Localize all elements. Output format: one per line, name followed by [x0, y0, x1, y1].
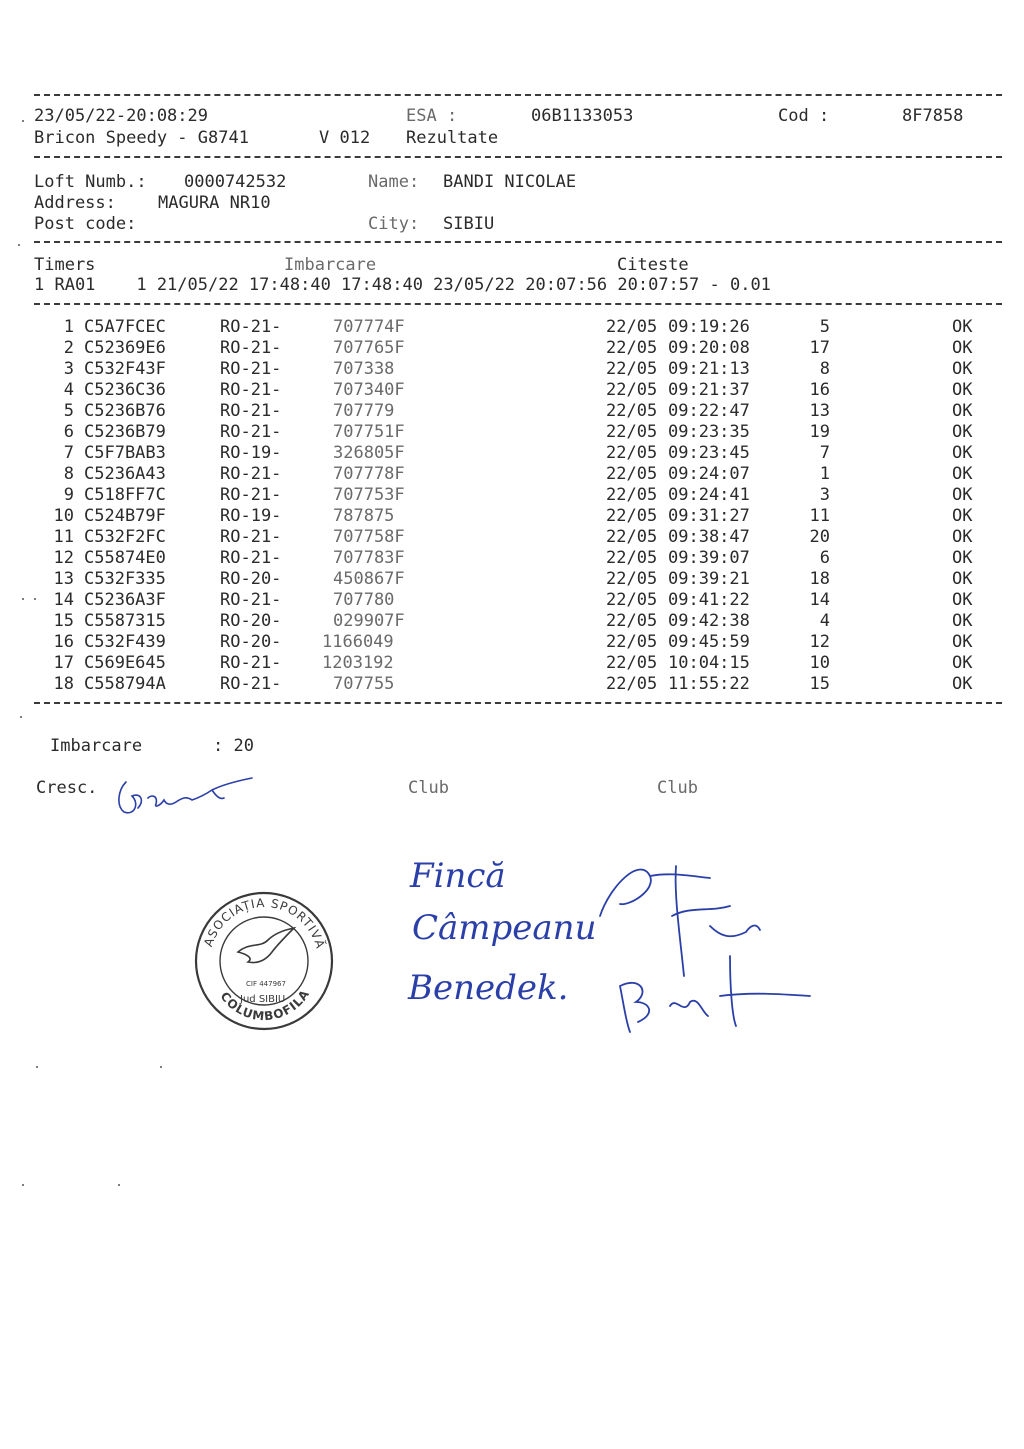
- status: OK: [952, 653, 973, 673]
- arrival-time: 09:23:45: [668, 443, 750, 463]
- ring-country: RO-21-: [220, 380, 282, 400]
- table-row: [0, 464, 1024, 485]
- ring-country: RO-21-: [220, 674, 282, 694]
- table-row: [0, 485, 1024, 506]
- arrival-date: 22/05: [606, 548, 658, 568]
- arrival-date: 22/05: [606, 506, 658, 526]
- arrival-time: 11:55:22: [668, 674, 750, 694]
- divider: [34, 241, 1002, 243]
- table-row: [0, 569, 1024, 590]
- arrival-time: 09:21:13: [668, 359, 750, 379]
- ring-number: 707774F: [333, 317, 405, 337]
- scan-speck: [18, 244, 20, 246]
- arrival-time: 09:41:22: [668, 590, 750, 610]
- table-row: [0, 611, 1024, 632]
- row-number: 7: [63, 443, 74, 463]
- arrival-time: 09:24:07: [668, 464, 750, 484]
- position: 10: [809, 653, 830, 673]
- imbarcare-header: Imbarcare: [284, 255, 377, 275]
- chip-id: C5236C36: [84, 380, 166, 400]
- status: OK: [952, 611, 973, 631]
- scan-speck: [118, 1184, 120, 1186]
- position: 3: [819, 485, 830, 505]
- status: OK: [952, 380, 973, 400]
- city-label: City:: [368, 214, 420, 234]
- ring-number: 1203192: [322, 653, 394, 673]
- chip-id: C532F2FC: [84, 527, 166, 547]
- ring-number: 450867F: [333, 569, 405, 589]
- scan-speck: [22, 598, 24, 600]
- document-type: Rezultate: [406, 128, 499, 148]
- ring-number: 707758F: [333, 527, 405, 547]
- ring-country: RO-21-: [220, 464, 282, 484]
- ring-country: RO-21-: [220, 590, 282, 610]
- ring-number: 707338: [333, 359, 395, 379]
- chip-id: C558794A: [84, 674, 166, 694]
- divider: [34, 94, 1002, 96]
- arrival-date: 22/05: [606, 380, 658, 400]
- imbarcare-total-label: Imbarcare: [50, 736, 143, 756]
- position: 12: [809, 632, 830, 652]
- ring-country: RO-21-: [220, 527, 282, 547]
- row-number: 10: [53, 506, 74, 526]
- status: OK: [952, 527, 973, 547]
- table-row: [0, 422, 1024, 443]
- table-row: [0, 401, 1024, 422]
- cresc-label: Cresc.: [36, 778, 98, 798]
- row-number: 1: [63, 317, 74, 337]
- position: 4: [819, 611, 830, 631]
- ring-country: RO-21-: [220, 338, 282, 358]
- position: 20: [809, 527, 830, 547]
- status: OK: [952, 485, 973, 505]
- row-number: 14: [53, 590, 74, 610]
- timers-header: Timers: [34, 255, 96, 275]
- arrival-date: 22/05: [606, 485, 658, 505]
- status: OK: [952, 401, 973, 421]
- row-number: 18: [53, 674, 74, 694]
- position: 15: [809, 674, 830, 694]
- status: OK: [952, 569, 973, 589]
- ring-country: RO-21-: [220, 548, 282, 568]
- cod-label: Cod :: [778, 106, 830, 126]
- table-row: [0, 632, 1024, 653]
- chip-id: C5F7BAB3: [84, 443, 166, 463]
- stamp-code-text: CIF 447967: [246, 980, 286, 988]
- status: OK: [952, 632, 973, 652]
- scan-speck: [22, 120, 24, 122]
- ring-number: 707755: [333, 674, 395, 694]
- position: 14: [809, 590, 830, 610]
- owner-city: SIBIU: [443, 214, 495, 234]
- arrival-date: 22/05: [606, 569, 658, 589]
- club-label: Club: [408, 778, 449, 798]
- table-row: [0, 359, 1024, 380]
- ring-number: 707340F: [333, 380, 405, 400]
- row-number: 6: [63, 422, 74, 442]
- status: OK: [952, 338, 973, 358]
- arrival-date: 22/05: [606, 443, 658, 463]
- position: 13: [809, 401, 830, 421]
- row-number: 5: [63, 401, 74, 421]
- ring-country: RO-21-: [220, 317, 282, 337]
- status: OK: [952, 674, 973, 694]
- arrival-date: 22/05: [606, 422, 658, 442]
- chip-id: C5587315: [84, 611, 166, 631]
- chip-id: C532F43F: [84, 359, 166, 379]
- ring-country: RO-19-: [220, 443, 282, 463]
- ring-number: 707779: [333, 401, 395, 421]
- row-number: 16: [53, 632, 74, 652]
- status: OK: [952, 506, 973, 526]
- status: OK: [952, 443, 973, 463]
- ring-number: 707765F: [333, 338, 405, 358]
- row-number: 13: [53, 569, 74, 589]
- chip-id: C5236A3F: [84, 590, 166, 610]
- table-row: [0, 338, 1024, 359]
- position: 6: [819, 548, 830, 568]
- arrival-date: 22/05: [606, 674, 658, 694]
- stamp-inner-text: COLUMBOFILA: [217, 986, 313, 1024]
- row-number: 12: [53, 548, 74, 568]
- loft-label: Loft Numb.:: [34, 172, 147, 192]
- status: OK: [952, 317, 973, 337]
- row-number: 9: [63, 485, 74, 505]
- breeder-signature: [112, 768, 262, 820]
- ring-country: RO-21-: [220, 653, 282, 673]
- name-label: Name:: [368, 172, 420, 192]
- ring-number: 707751F: [333, 422, 405, 442]
- handwritten-name: Fincă: [410, 856, 506, 896]
- ring-number: 029907F: [333, 611, 405, 631]
- table-row: [0, 380, 1024, 401]
- ring-country: RO-21-: [220, 359, 282, 379]
- arrival-date: 22/05: [606, 359, 658, 379]
- table-row: [0, 548, 1024, 569]
- row-number: 3: [63, 359, 74, 379]
- position: 17: [809, 338, 830, 358]
- arrival-date: 22/05: [606, 464, 658, 484]
- stamp-outer-text: ASOCIAȚIA SPORTIVĂ: [201, 895, 328, 951]
- arrival-time: 09:39:07: [668, 548, 750, 568]
- ring-country: RO-20-: [220, 611, 282, 631]
- scan-speck: [34, 598, 36, 600]
- chip-id: C5A7FCEC: [84, 317, 166, 337]
- arrival-time: 09:39:21: [668, 569, 750, 589]
- chip-id: C5236A43: [84, 464, 166, 484]
- arrival-time: 09:21:37: [668, 380, 750, 400]
- arrival-time: 09:38:47: [668, 527, 750, 547]
- row-number: 4: [63, 380, 74, 400]
- position: 16: [809, 380, 830, 400]
- address-label: Address:: [34, 193, 116, 213]
- table-row: [0, 674, 1024, 695]
- ring-number: 707780: [333, 590, 395, 610]
- citeste-header: Citeste: [617, 255, 689, 275]
- chip-id: C5236B79: [84, 422, 166, 442]
- cod-value: 8F7858: [902, 106, 964, 126]
- divider: [34, 702, 1002, 704]
- position: 19: [809, 422, 830, 442]
- table-row: [0, 653, 1024, 674]
- chip-id: C532F335: [84, 569, 166, 589]
- position: 11: [809, 506, 830, 526]
- scan-speck: [20, 716, 22, 718]
- arrival-date: 22/05: [606, 338, 658, 358]
- row-number: 11: [53, 527, 74, 547]
- position: 7: [819, 443, 830, 463]
- table-row: [0, 527, 1024, 548]
- device-version: V 012: [319, 128, 371, 148]
- arrival-time: 09:24:41: [668, 485, 750, 505]
- status: OK: [952, 548, 973, 568]
- table-row: [0, 317, 1024, 338]
- position: 5: [819, 317, 830, 337]
- chip-id: C55874E0: [84, 548, 166, 568]
- row-number: 15: [53, 611, 74, 631]
- ring-country: RO-20-: [220, 569, 282, 589]
- chip-id: C524B79F: [84, 506, 166, 526]
- arrival-time: 09:31:27: [668, 506, 750, 526]
- owner-name: BANDI NICOLAE: [443, 172, 577, 192]
- handwritten-name: Câmpeanu: [412, 908, 597, 948]
- arrival-date: 22/05: [606, 653, 658, 673]
- arrival-date: 22/05: [606, 527, 658, 547]
- report-datetime: 23/05/22-20:08:29: [34, 106, 208, 126]
- loft-number: 0000742532: [184, 172, 287, 192]
- ring-country: RO-21-: [220, 422, 282, 442]
- esa-value: 06B1133053: [531, 106, 634, 126]
- ring-number: 1166049: [322, 632, 394, 652]
- chip-id: C569E645: [84, 653, 166, 673]
- table-row: [0, 590, 1024, 611]
- arrival-date: 22/05: [606, 401, 658, 421]
- arrival-time: 09:22:47: [668, 401, 750, 421]
- row-number: 17: [53, 653, 74, 673]
- association-stamp: [190, 890, 340, 1032]
- status: OK: [952, 359, 973, 379]
- scan-speck: [22, 1184, 24, 1186]
- arrival-time: 09:23:35: [668, 422, 750, 442]
- ring-number: 707753F: [333, 485, 405, 505]
- ring-country: RO-20-: [220, 632, 282, 652]
- arrival-time: 10:04:15: [668, 653, 750, 673]
- table-row: [0, 506, 1024, 527]
- handwritten-name: Benedek.: [408, 968, 569, 1008]
- arrival-date: 22/05: [606, 632, 658, 652]
- divider: [34, 156, 1002, 158]
- stamp-bottom-text: Jud SIBIU: [240, 994, 286, 1005]
- imbarcare-total-value: : 20: [213, 736, 254, 756]
- club-label: Club: [657, 778, 698, 798]
- ring-country: RO-21-: [220, 485, 282, 505]
- table-row: [0, 443, 1024, 464]
- position: 8: [819, 359, 830, 379]
- device-name: Bricon Speedy - G8741: [34, 128, 249, 148]
- arrival-time: 09:19:26: [668, 317, 750, 337]
- chip-id: C518FF7C: [84, 485, 166, 505]
- scan-speck: [36, 1066, 38, 1068]
- owner-address: MAGURA NR10: [158, 193, 271, 213]
- ring-number: 787875: [333, 506, 395, 526]
- postcode-label: Post code:: [34, 214, 137, 234]
- ring-country: RO-19-: [220, 506, 282, 526]
- club-signatures: [580, 846, 820, 1036]
- position: 1: [819, 464, 830, 484]
- chip-id: C52369E6: [84, 338, 166, 358]
- timer-line: 1 RA01 1 21/05/22 17:48:40 17:48:40 23/05/22 20:07:56 20:07:57 - 0.01: [34, 275, 771, 295]
- divider: [34, 303, 1002, 305]
- ring-number: 707783F: [333, 548, 405, 568]
- row-number: 2: [63, 338, 74, 358]
- arrival-time: 09:20:08: [668, 338, 750, 358]
- arrival-date: 22/05: [606, 590, 658, 610]
- position: 18: [809, 569, 830, 589]
- arrival-date: 22/05: [606, 611, 658, 631]
- arrival-time: 09:45:59: [668, 632, 750, 652]
- arrival-date: 22/05: [606, 317, 658, 337]
- ring-number: 707778F: [333, 464, 405, 484]
- status: OK: [952, 422, 973, 442]
- esa-label: ESA :: [406, 106, 458, 126]
- arrival-time: 09:42:38: [668, 611, 750, 631]
- scan-speck: [160, 1066, 162, 1068]
- chip-id: C5236B76: [84, 401, 166, 421]
- status: OK: [952, 464, 973, 484]
- row-number: 8: [63, 464, 74, 484]
- chip-id: C532F439: [84, 632, 166, 652]
- status: OK: [952, 590, 973, 610]
- ring-country: RO-21-: [220, 401, 282, 421]
- ring-number: 326805F: [333, 443, 405, 463]
- pigeon-icon: [238, 928, 294, 963]
